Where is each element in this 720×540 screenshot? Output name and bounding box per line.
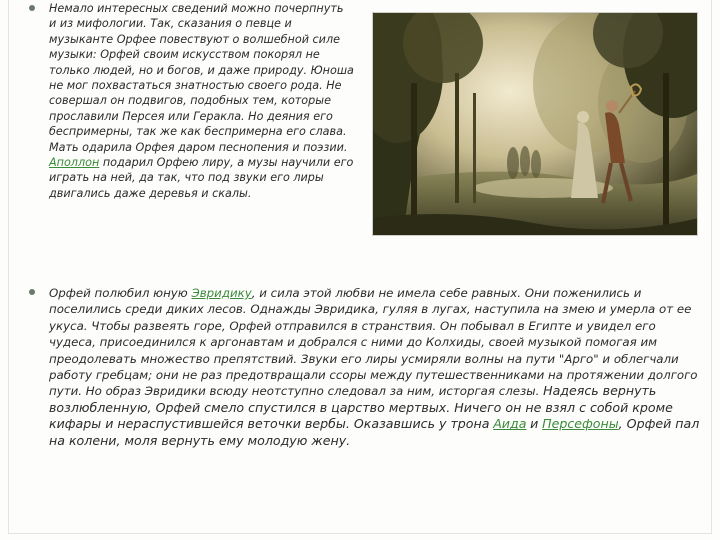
bullet-1 — [29, 5, 35, 11]
intro-text: Немало интересных сведений можно почерпнуть и из мифологии. Так, сказания о певце и музыканте Орфее повествуют о волшебной силе музыки: Орфей своим искусством покорял не только людей, но и богов, и даже природу. Юноша не мог похвастаться знатностью своего рода. Не совершал он подвигов, подобных тем, которые прославили Персея или Геракла. Но деяния его беспримерны, так же как беспримерна его слава. Мать одарила Орфея даром песнопения и поэзии. — [49, 2, 354, 154]
link-hades[interactable]: Аида — [493, 416, 527, 432]
paragraph-orpheus-eurydice — [49, 285, 701, 449]
painting-orpheus-eurydice — [372, 12, 698, 236]
story-text-middle: , и сила этой любви не имела себе равных. Они поженились и поселились среди диких лесов. Однажды Эвридика, гуляя в лугах, наступила на змею и умерла от ее укуса. Чтобы развеять горе, Орфей отправился в странствия. Он побывал в Египте и увидел его чудеса, присоединился к аргонавтам и добрался с ними до Колхиды, своей музыкой помогая им преодолевать множество препятствий. Звуки его лиры усмиряли волны на пути "Арго" и облегчали работу гребцам; они не раз предотвращали ссоры между путешественниками на протяжении долгого пути. Но образ Эвридики всюду неотступно следовал за ним, исторгая слезы. — [49, 286, 698, 399]
bullet-2 — [29, 289, 35, 295]
story-text-descent: Надеясь вернуть возлюбленную, Орфей смело спустился в царство мертвых. Ничего он не взял с собой кроме кифары и нераспустившейся веточки вербы. Оказавшись у трона — [49, 383, 673, 432]
link-eurydice[interactable]: Эвридику — [191, 286, 252, 300]
link-persephone[interactable]: Персефоны — [542, 416, 619, 432]
story-text-start: Орфей полюбил юную — [49, 286, 188, 300]
story-text-end: , Орфей пал на колени, моля вернуть ему молодую жену. — [49, 416, 700, 448]
intro-text-end: подарил Орфею лиру, а музы научили его играть на ней, да так, что под звуки его лиры двигались даже деревья и скалы. — [49, 156, 354, 200]
link-apollo[interactable]: Аполлон — [49, 156, 100, 170]
story-text-and: и — [530, 416, 539, 432]
paragraph-orpheus-intro — [49, 1, 354, 201]
